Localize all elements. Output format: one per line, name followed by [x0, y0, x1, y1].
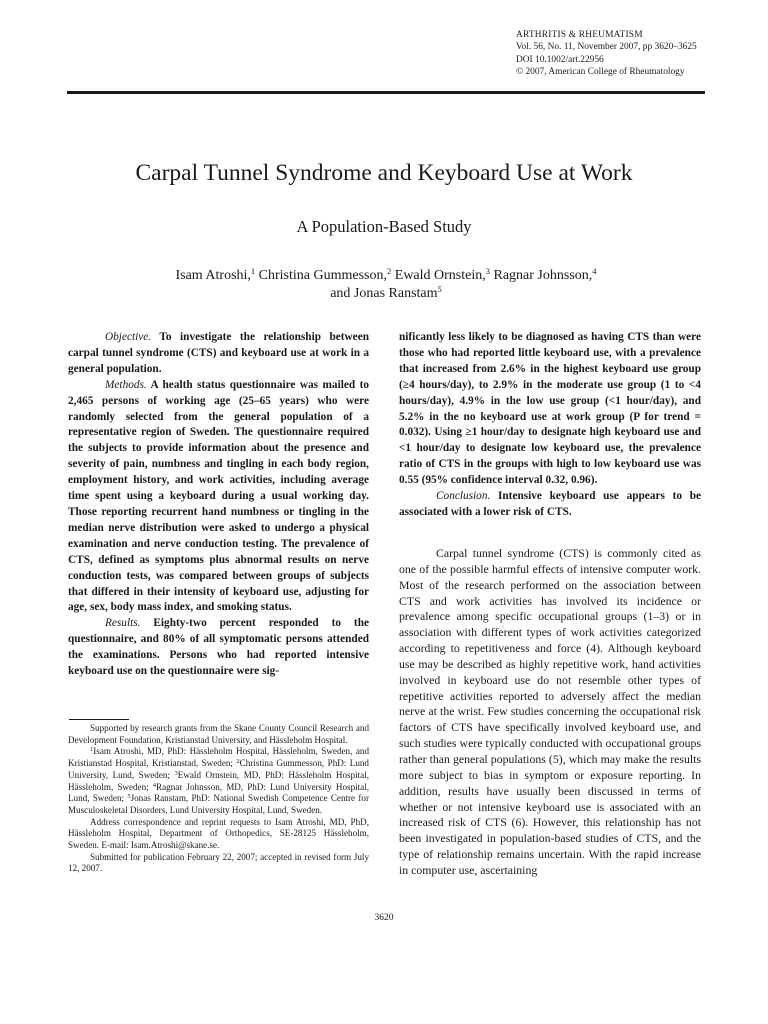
- header-rule: [67, 91, 705, 94]
- abstract-objective-heading: Objective.: [105, 331, 152, 343]
- abstract-conclusion: [399, 489, 701, 521]
- abstract-results: [68, 616, 369, 680]
- affiliation-mark: 1: [90, 746, 94, 754]
- abstract-right-column: [399, 330, 701, 521]
- journal-volume: Vol. 56, No. 11, November 2007, pp 3620–3625: [516, 42, 697, 53]
- footnotes: [68, 723, 369, 875]
- abstract-methods-heading: Methods.: [105, 378, 147, 391]
- author-name: Isam Atroshi,: [175, 268, 251, 283]
- author-affiliation-mark: 3: [485, 266, 490, 276]
- affiliation-text: Jonas Ranstam, PhD: National Swedish Competence Centre for Musculoskeletal Disorders, Lund University Hospital, Lund, Sweden.: [68, 793, 369, 815]
- footnote-correspondence: Address correspondence and reprint requests to Isam Atroshi, MD, PhD, Hässleholm Hospital, Department of Orthopedics, SE-28125 Hässleholm, Sweden. E-mail: Isam.Atroshi@skane.se.: [68, 816, 369, 851]
- abstract-methods: [68, 378, 369, 617]
- abstract-conclusion-heading: Conclusion.: [436, 490, 491, 503]
- abstract-results-text: Eighty-two percent responded to the questionnaire, and 80% of all symptomatic persons attended the examinations. Persons who had reported intensive keyboard use on the questionnaire were sig-: [68, 617, 369, 678]
- affiliation-text: Christina Gummesson, PhD: Lund University, Lund, Sweden;: [68, 758, 369, 780]
- article-title: Carpal Tunnel Syndrome and Keyboard Use at Work: [135, 160, 633, 186]
- abstract-conclusion-text: Intensive keyboard use appears to be associated with a lower risk of CTS.: [399, 490, 701, 518]
- author-affiliation-mark: 2: [387, 266, 392, 276]
- footnote-affiliations: [68, 746, 369, 816]
- author-affiliation-mark: 5: [437, 284, 442, 294]
- article-subtitle: A Population-Based Study: [296, 217, 472, 236]
- author-name: Christina Gummesson,: [258, 268, 388, 283]
- journal-info: [516, 29, 756, 79]
- affiliation-text: Ewald Ornstein, MD, PhD: Hässleholm Hospital, Hässleholm, Sweden;: [68, 769, 369, 792]
- footnote-rule: [69, 719, 129, 720]
- body-text: [399, 546, 701, 879]
- affiliation-text: Isam Atroshi, MD, PhD: Hässleholm Hospital, Hässleholm, Sweden, and Kristianstad Hospital, Kristianstad, Sweden;: [68, 746, 369, 769]
- body-paragraph: Carpal tunnel syndrome (CTS) is commonly cited as one of the possible harmful effects of intensive computer work. Most of the research performed on the association between CTS and work activities has involved its incidence or prevalence among specific occupational groups (1–3) or in association with different types of work activities categorized according to repetitiveness and force (4). Although keyboard use may be described as highly repetitive work, hand activities involved in keyboard use do not resemble other types of repetitive activities reported to adversely affect the median nerve at the wrist. Few studies concerning the occupational risk factors of CTS have specifically involved keyboard use, and such studies were typically conducted with occupational groups rather than general populations (5), which may make the results more subject to bias in symptom or exposure reporting. In addition, results have usually been discussed in terms of whether or not intensive keyboard use is associated with an increased risk of CTS (6). However, this relationship has not been investigated in population-based studies of CTS, and the type of relationship remains uncertain. With the rapid increase in computer use, ascertaining: [399, 546, 701, 877]
- affiliation-text: Ragnar Johnsson, MD, PhD: Lund University Hospital, Lund, Sweden;: [68, 781, 370, 804]
- abstract-results-continued: nificantly less likely to be diagnosed as having CTS than were those who had reported little keyboard use, with a prevalence that increased from 2.6% in the highest keyboard use group (≥4 hours/day), to 2.9% in the moderate use group (1 to <4 hours/day), 4.9% in the low use group (<1 hour/day), and 5.2% in the no keyboard use at work group (P for trend = 0.032). Using ≥1 hour/day to designate high keyboard use and <1 hour/day to designate low keyboard use, the prevalence ratio of CTS in the groups with high to low keyboard use was 0.55 (95% confidence interval 0.32, 0.96).: [399, 331, 701, 487]
- author-list: [70, 267, 702, 303]
- affiliation-mark: 3: [174, 769, 178, 777]
- abstract-methods-text: A health status questionnaire was mailed to 2,465 persons of working age (25–65 years) who were randomly selected from the general population of a representative region of Sweden. The questionnaire required the subjects to provide information about the presence and severity of pain, numbness and tingling in each body region, employment history, and work activities, including average time spent using a keyboard during a usual working day. Those reporting recurrent hand numbness or tingling in the median nerve distribution were asked to undergo a physical examination and nerve conduction testing. The prevalence of CTS, defined as symptoms plus abnormal results on nerve conduction tests, was compared between groups of subjects that differed in their intensity of keyboard use, adjusting for age, sex, body mass index, and smoking status.: [68, 378, 369, 614]
- author-name: Ewald Ornstein,: [394, 268, 486, 283]
- affiliation-mark: 2: [236, 758, 240, 766]
- journal-doi: DOI 10.1002/art.22956: [516, 54, 604, 65]
- author-name: Ragnar Johnsson,: [493, 268, 593, 283]
- affiliation-mark: 4: [152, 781, 157, 789]
- journal-name: ARTHRITIS & RHEUMATISM: [516, 30, 643, 40]
- journal-copyright: © 2007, American College of Rheumatology: [516, 67, 685, 78]
- abstract-results-heading: Results.: [105, 617, 141, 630]
- author-affiliation-mark: 1: [250, 266, 256, 276]
- affiliation-mark: 5: [127, 793, 131, 801]
- abstract-objective: [68, 330, 369, 378]
- author-name: and Jonas Ranstam: [330, 286, 438, 301]
- footnote-submitted: Submitted for publication February 22, 2007; accepted in revised form July 12, 2007.: [68, 851, 369, 874]
- abstract-objective-text: To investigate the relationship between carpal tunnel syndrome (CTS) and keyboard use at work in a general population.: [68, 331, 369, 375]
- abstract-left-column: [68, 330, 369, 680]
- author-affiliation-mark: 4: [592, 266, 597, 276]
- page-number: 3620: [374, 913, 394, 923]
- footnote-funding: Supported by research grants from the Skane County Council Research and Development Foundation, Kristianstad University, and Hässleholm Hospital.: [68, 723, 369, 745]
